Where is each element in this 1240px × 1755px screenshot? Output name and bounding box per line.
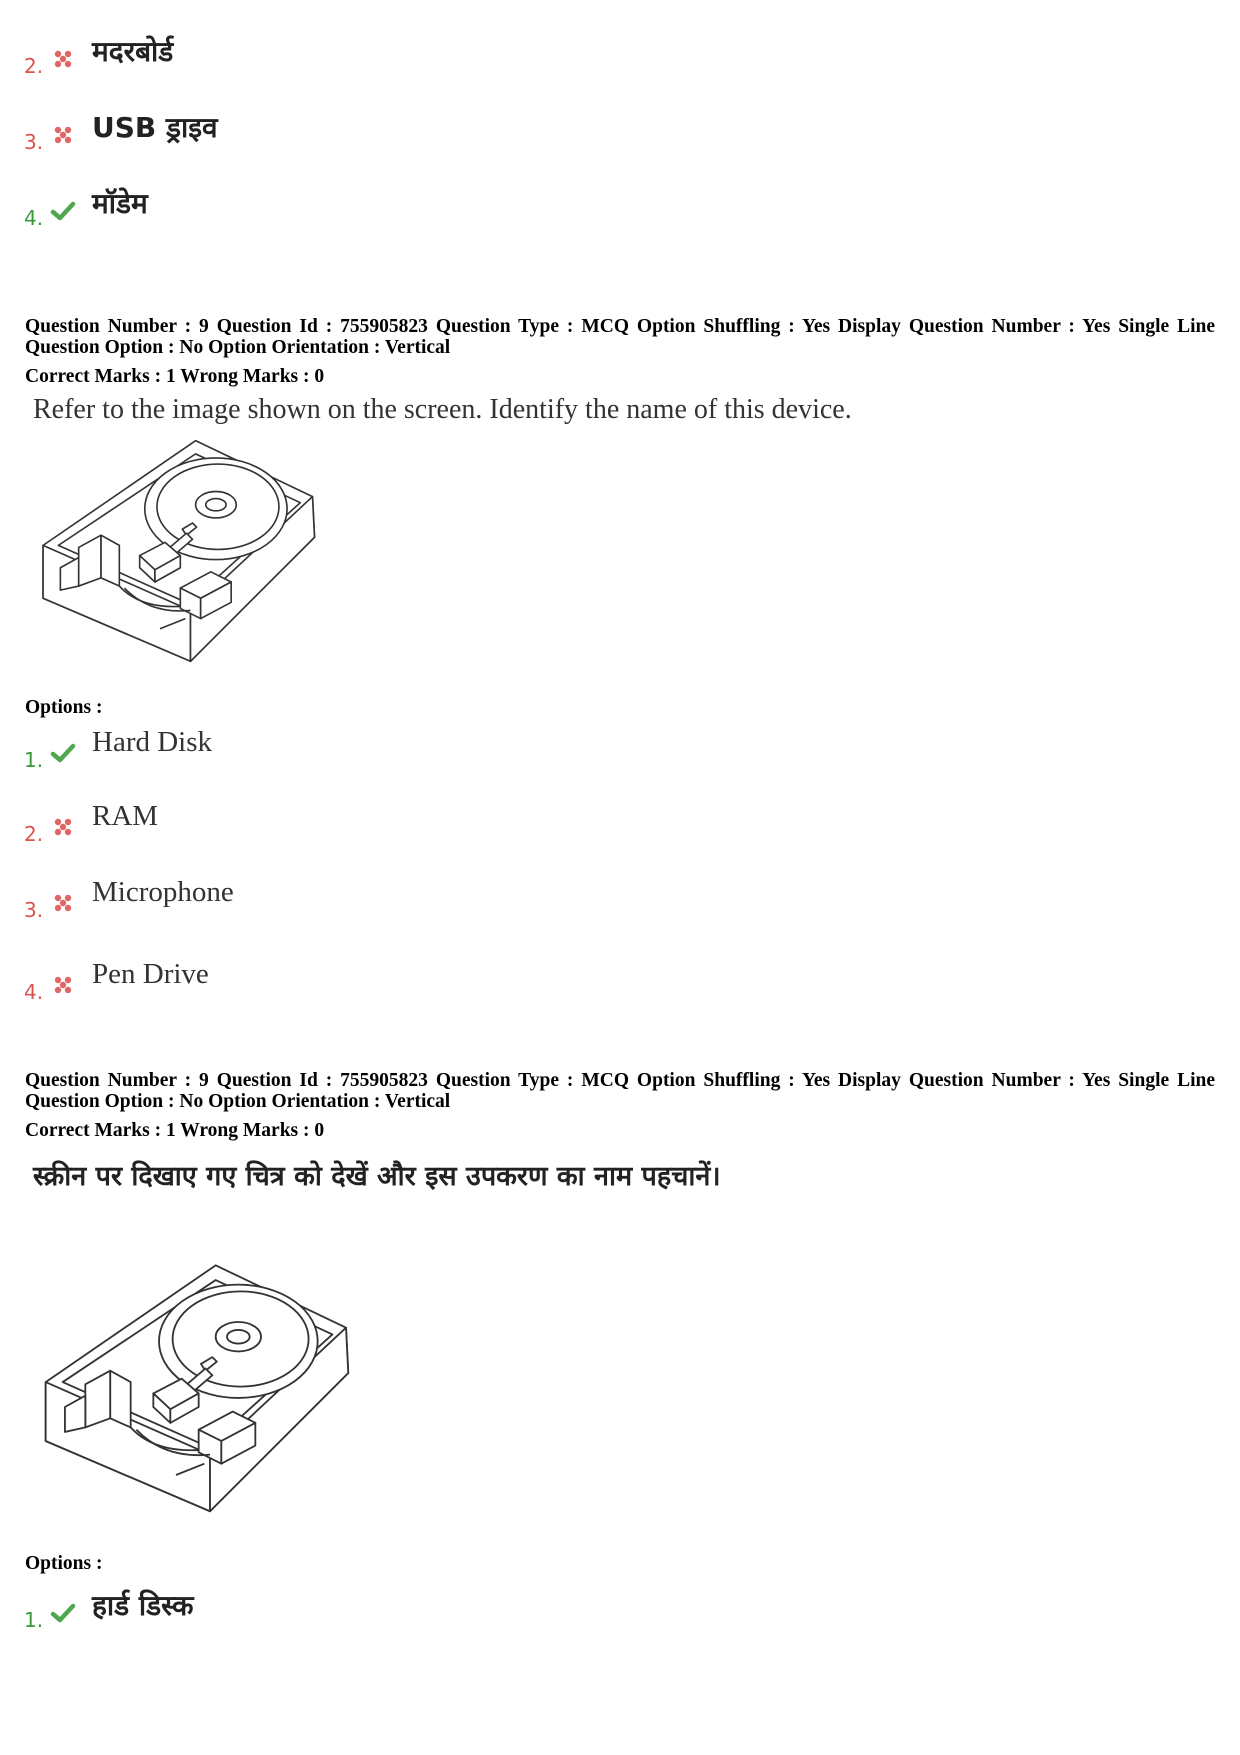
check-icon <box>50 740 76 766</box>
option-text: USB ड्राइव <box>92 111 218 144</box>
option-text: हार्ड डिस्क <box>92 1589 194 1622</box>
option-text: मॉडेम <box>92 187 148 220</box>
cross-icon <box>50 972 76 998</box>
question-meta: Question Number : 9 Question Id : 755905823 Question Type : MCQ Option Shuffling : Yes Display Question Number : Yes Single Line Question Option : No Option Orientation : Vertical <box>25 316 1215 358</box>
hard-disk-drive-illustration <box>38 435 343 670</box>
question-text: Refer to the image shown on the screen. Identify the name of this device. <box>33 394 852 425</box>
option-number: 3. <box>24 130 44 154</box>
option-number: 3. <box>24 898 44 922</box>
cross-icon <box>50 814 76 840</box>
option-text: Hard Disk <box>92 726 213 758</box>
hard-disk-drive-illustration <box>40 1255 380 1525</box>
cross-icon <box>50 122 76 148</box>
question-meta: Question Number : 9 Question Id : 755905823 Question Type : MCQ Option Shuffling : Yes Display Question Number : Yes Single Line Question Option : No Option Orientation : Vertical <box>25 1070 1215 1112</box>
check-icon <box>50 1600 76 1626</box>
options-label: Options : <box>25 1553 103 1574</box>
question-marks: Correct Marks : 1 Wrong Marks : 0 <box>25 1120 325 1141</box>
check-icon <box>50 198 76 224</box>
option-number: 1. <box>24 1608 44 1632</box>
option-number: 4. <box>24 206 44 230</box>
option-number: 4. <box>24 980 44 1004</box>
option-text: मदरबोर्ड <box>92 35 174 68</box>
question-text: स्क्रीन पर दिखाए गए चित्र को देखें और इस उपकरण का नाम पहचानें। <box>33 1161 721 1192</box>
option-number: 2. <box>24 54 44 78</box>
option-text: RAM <box>92 800 159 832</box>
cross-icon <box>50 890 76 916</box>
option-number: 2. <box>24 822 44 846</box>
options-label: Options : <box>25 697 103 718</box>
option-text: Microphone <box>92 876 234 908</box>
option-text: Pen Drive <box>92 958 209 990</box>
option-number: 1. <box>24 748 44 772</box>
cross-icon <box>50 46 76 72</box>
question-marks: Correct Marks : 1 Wrong Marks : 0 <box>25 366 325 387</box>
